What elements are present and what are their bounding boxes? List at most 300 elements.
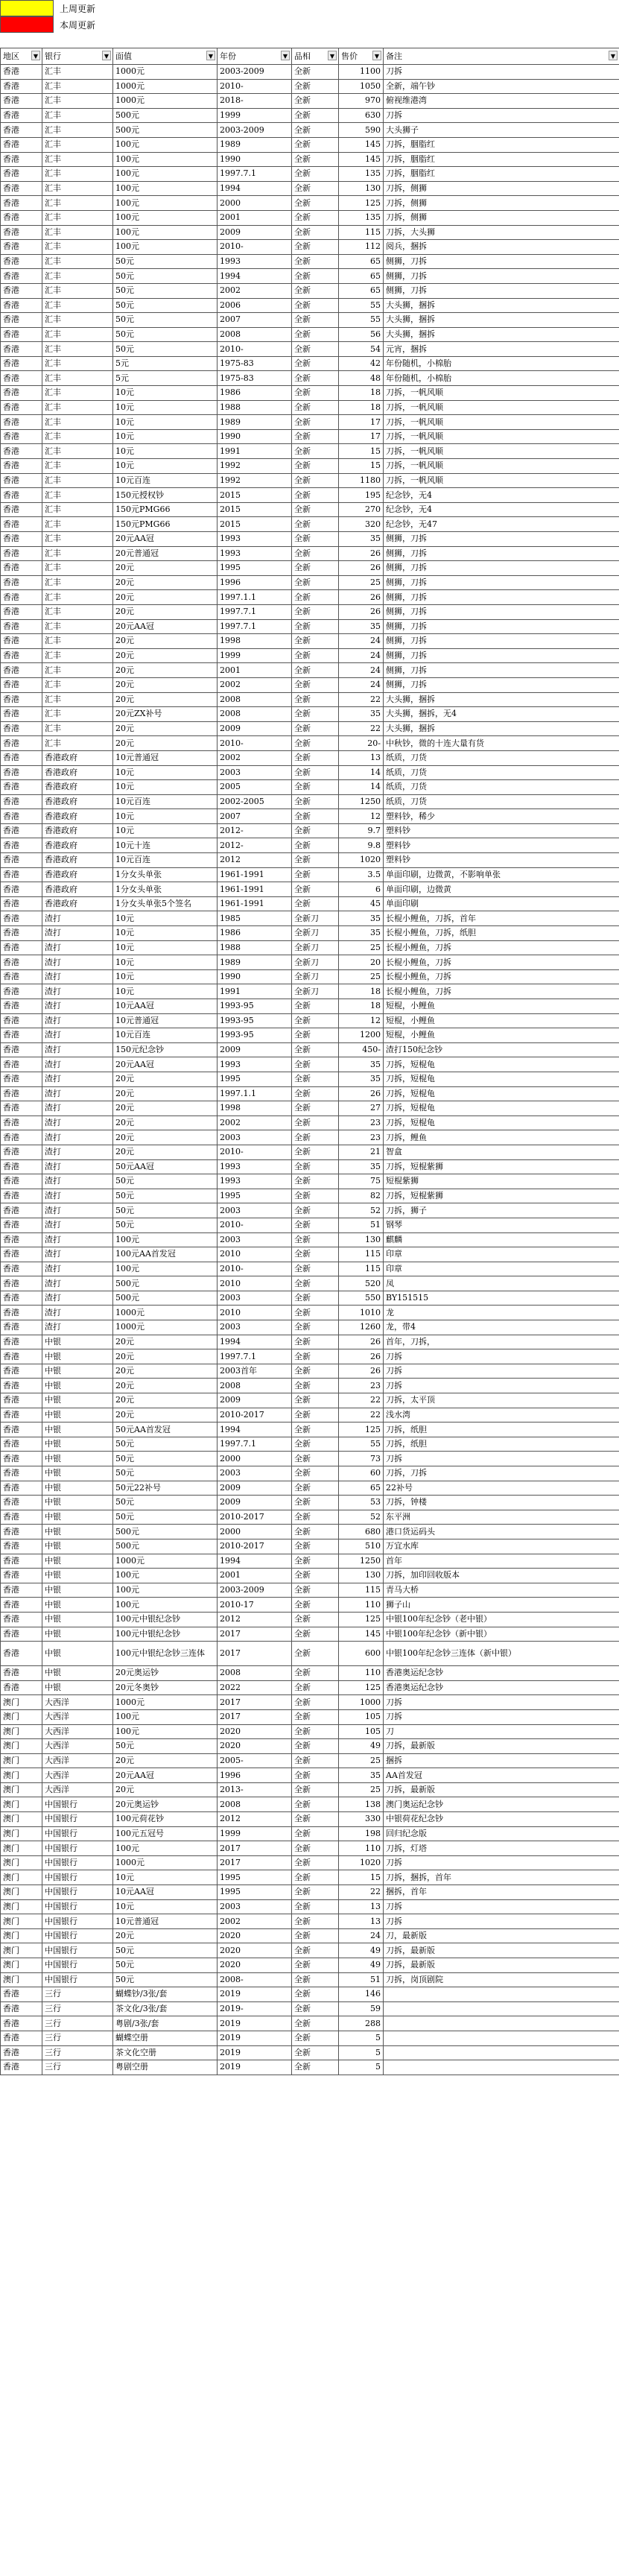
cell-notes[interactable]: 刀拆 <box>384 1349 619 1364</box>
cell-bank[interactable]: 大西洋 <box>42 1768 113 1783</box>
table-row[interactable] <box>1 1583 619 1598</box>
cell-bank[interactable]: 汇丰 <box>42 459 113 474</box>
cell-notes[interactable]: 回归纪念版 <box>384 1826 619 1841</box>
cell-bank[interactable]: 汇丰 <box>42 604 113 619</box>
cell-year[interactable]: 2019 <box>218 2016 292 2031</box>
cell-price[interactable]: 12 <box>339 1013 384 1028</box>
table-row[interactable] <box>1 1364 619 1379</box>
cell-condition[interactable]: 全新 <box>292 1958 339 1973</box>
cell-notes[interactable]: 大头狮，捆拆 <box>384 327 619 342</box>
cell-price[interactable]: 13 <box>339 1899 384 1914</box>
cell-condition[interactable]: 全新 <box>292 1174 339 1189</box>
cell-bank[interactable]: 渣打 <box>42 911 113 926</box>
cell-bank[interactable]: 香港政府 <box>42 750 113 765</box>
cell-notes[interactable]: 中银荷花纪念钞 <box>384 1812 619 1827</box>
cell-year[interactable]: 1995 <box>218 561 292 576</box>
cell-region[interactable]: 香港 <box>1 94 42 109</box>
cell-denomination[interactable]: 20元 <box>113 1072 218 1086</box>
table-row[interactable] <box>1 1943 619 1958</box>
cell-notes[interactable]: 侧狮，刀拆 <box>384 575 619 590</box>
cell-region[interactable]: 香港 <box>1 269 42 284</box>
cell-bank[interactable]: 中银 <box>42 1423 113 1437</box>
cell-notes[interactable]: 大头狮子 <box>384 123 619 138</box>
cell-year[interactable]: 1998 <box>218 634 292 649</box>
cell-price[interactable]: 26 <box>339 1335 384 1349</box>
cell-denomination[interactable]: 10元 <box>113 1870 218 1885</box>
cell-region[interactable]: 香港 <box>1 386 42 401</box>
cell-year[interactable]: 1996 <box>218 1768 292 1783</box>
table-row[interactable] <box>1 254 619 269</box>
table-row[interactable] <box>1 1072 619 1086</box>
cell-price[interactable]: 26 <box>339 546 384 561</box>
cell-denomination[interactable]: 10元 <box>113 969 218 984</box>
cell-bank[interactable]: 中银 <box>42 1335 113 1349</box>
cell-year[interactable]: 1991 <box>218 444 292 459</box>
cell-year[interactable]: 1975-83 <box>218 371 292 386</box>
cell-year[interactable]: 2003-2009 <box>218 1583 292 1598</box>
cell-notes[interactable]: AA首发冠 <box>384 1768 619 1783</box>
cell-condition[interactable]: 全新 <box>292 400 339 415</box>
cell-bank[interactable]: 渣打 <box>42 1247 113 1262</box>
cell-bank[interactable]: 汇丰 <box>42 546 113 561</box>
cell-bank[interactable]: 中银 <box>42 1666 113 1681</box>
cell-notes[interactable]: 元宵，捆拆 <box>384 342 619 357</box>
cell-year[interactable]: 2009 <box>218 1496 292 1510</box>
cell-price[interactable]: 20- <box>339 736 384 751</box>
cell-price[interactable]: 195 <box>339 488 384 503</box>
cell-region[interactable]: 香港 <box>1 488 42 503</box>
cell-denomination[interactable]: 10元 <box>113 444 218 459</box>
cell-denomination[interactable]: 10元AA冠 <box>113 1885 218 1900</box>
cell-price[interactable]: 288 <box>339 2016 384 2031</box>
cell-region[interactable]: 香港 <box>1 137 42 152</box>
cell-condition[interactable]: 全新 <box>292 809 339 824</box>
cell-condition[interactable]: 全新 <box>292 298 339 313</box>
cell-bank[interactable]: 汇丰 <box>42 254 113 269</box>
cell-notes[interactable]: 纸质，刀货 <box>384 765 619 780</box>
cell-year[interactable]: 1999 <box>218 1826 292 1841</box>
cell-condition[interactable]: 全新 <box>292 1086 339 1101</box>
cell-denomination[interactable]: 100元 <box>113 137 218 152</box>
table-row[interactable] <box>1 240 619 255</box>
cell-price[interactable]: 110 <box>339 1666 384 1681</box>
cell-price[interactable]: 115 <box>339 1247 384 1262</box>
cell-price[interactable]: 1260 <box>339 1320 384 1335</box>
cell-denomination[interactable]: 20元ZX补号 <box>113 707 218 722</box>
table-row[interactable] <box>1 1174 619 1189</box>
cell-price[interactable]: 45 <box>339 896 384 911</box>
cell-condition[interactable]: 全新 <box>292 1753 339 1768</box>
cell-condition[interactable]: 全新 <box>292 604 339 619</box>
table-row[interactable] <box>1 429 619 444</box>
cell-year[interactable]: 2012 <box>218 1812 292 1827</box>
cell-region[interactable]: 香港 <box>1 1189 42 1203</box>
cell-condition[interactable]: 全新 <box>292 1072 339 1086</box>
cell-price[interactable]: 65 <box>339 1481 384 1496</box>
cell-condition[interactable]: 全新 <box>292 1870 339 1885</box>
cell-condition[interactable]: 全新 <box>292 1642 339 1666</box>
cell-region[interactable]: 澳门 <box>1 1841 42 1856</box>
table-row[interactable] <box>1 1466 619 1481</box>
cell-price[interactable]: 5 <box>339 2060 384 2075</box>
cell-year[interactable]: 2010 <box>218 1306 292 1320</box>
cell-denomination[interactable]: 10元普通冠 <box>113 1013 218 1028</box>
cell-notes[interactable]: 大头狮，捆拆 <box>384 298 619 313</box>
cell-bank[interactable]: 香港政府 <box>42 809 113 824</box>
cell-price[interactable]: 1050 <box>339 79 384 94</box>
cell-denomination[interactable]: 100元 <box>113 1262 218 1276</box>
cell-year[interactable]: 1992 <box>218 473 292 488</box>
cell-condition[interactable]: 全新 <box>292 429 339 444</box>
cell-condition[interactable]: 全新 <box>292 123 339 138</box>
cell-bank[interactable]: 汇丰 <box>42 619 113 634</box>
cell-denomination[interactable]: 1000元 <box>113 1554 218 1569</box>
cell-condition[interactable]: 全新 <box>292 1379 339 1393</box>
table-row[interactable] <box>1 575 619 590</box>
cell-year[interactable]: 1993 <box>218 1057 292 1072</box>
cell-condition[interactable]: 全新 <box>292 1203 339 1218</box>
cell-condition[interactable]: 全新 <box>292 2016 339 2031</box>
table-row[interactable] <box>1 1569 619 1583</box>
cell-bank[interactable]: 渣打 <box>42 1057 113 1072</box>
cell-region[interactable]: 香港 <box>1 823 42 838</box>
cell-year[interactable]: 1986 <box>218 386 292 401</box>
cell-price[interactable]: 25 <box>339 969 384 984</box>
cell-denomination[interactable]: 20元 <box>113 575 218 590</box>
table-row[interactable] <box>1 809 619 824</box>
cell-condition[interactable]: 全新 <box>292 1364 339 1379</box>
cell-bank[interactable]: 中银 <box>42 1364 113 1379</box>
cell-denomination[interactable]: 1000元 <box>113 94 218 109</box>
cell-price[interactable]: 550 <box>339 1291 384 1306</box>
cell-notes[interactable]: 短棍，小鲤鱼 <box>384 1028 619 1043</box>
cell-condition[interactable]: 全新 <box>292 561 339 576</box>
cell-region[interactable]: 香港 <box>1 298 42 313</box>
cell-year[interactable]: 2020 <box>218 1943 292 1958</box>
cell-year[interactable]: 2007 <box>218 809 292 824</box>
cell-denomination[interactable]: 20元 <box>113 604 218 619</box>
cell-price[interactable]: 3.5 <box>339 867 384 882</box>
cell-bank[interactable]: 渣打 <box>42 926 113 941</box>
cell-denomination[interactable]: 500元 <box>113 1276 218 1291</box>
cell-bank[interactable]: 汇丰 <box>42 65 113 80</box>
cell-price[interactable]: 145 <box>339 137 384 152</box>
cell-year[interactable]: 2006 <box>218 298 292 313</box>
cell-denomination[interactable]: 100元 <box>113 1841 218 1856</box>
cell-denomination[interactable]: 10元百连 <box>113 473 218 488</box>
table-row[interactable] <box>1 721 619 736</box>
cell-region[interactable]: 香港 <box>1 663 42 678</box>
cell-year[interactable]: 1986 <box>218 926 292 941</box>
cell-year[interactable]: 2010-2017 <box>218 1510 292 1525</box>
cell-condition[interactable]: 全新 <box>292 254 339 269</box>
cell-notes[interactable]: 长棍小鲤鱼，刀拆 <box>384 955 619 970</box>
cell-condition[interactable]: 全新刀 <box>292 969 339 984</box>
cell-notes[interactable]: 刀拆，纸胆 <box>384 1437 619 1452</box>
cell-year[interactable]: 2017 <box>218 1695 292 1710</box>
cell-price[interactable]: 125 <box>339 196 384 211</box>
cell-notes[interactable]: 长棍小鲤鱼，刀拆 <box>384 969 619 984</box>
cell-denomination[interactable]: 50元 <box>113 298 218 313</box>
cell-year[interactable]: 2007 <box>218 313 292 328</box>
cell-denomination[interactable]: 茶文化空册 <box>113 2045 218 2060</box>
cell-notes[interactable]: 刀拆，刀拆 <box>384 1466 619 1481</box>
cell-year[interactable]: 2010- <box>218 79 292 94</box>
cell-year[interactable]: 2015 <box>218 488 292 503</box>
cell-year[interactable]: 2001 <box>218 1569 292 1583</box>
table-row[interactable] <box>1 1057 619 1072</box>
cell-price[interactable]: 135 <box>339 167 384 182</box>
cell-region[interactable]: 香港 <box>1 1539 42 1554</box>
cell-bank[interactable]: 渣打 <box>42 1276 113 1291</box>
cell-price[interactable]: 14 <box>339 765 384 780</box>
cell-notes[interactable]: 刀拆，胭脂红 <box>384 137 619 152</box>
cell-region[interactable]: 香港 <box>1 969 42 984</box>
cell-year[interactable]: 2003 <box>218 1203 292 1218</box>
cell-notes[interactable]: 刀拆，一帆风顺 <box>384 429 619 444</box>
cell-region[interactable]: 澳门 <box>1 1914 42 1929</box>
cell-year[interactable]: 2010-2017 <box>218 1539 292 1554</box>
cell-year[interactable]: 1994 <box>218 1554 292 1569</box>
cell-condition[interactable]: 全新 <box>292 1437 339 1452</box>
cell-notes[interactable]: 刀拆，加印回收版本 <box>384 1569 619 1583</box>
cell-condition[interactable]: 全新 <box>292 677 339 692</box>
cell-notes[interactable]: 中秋钞，微的十连大量有货 <box>384 736 619 751</box>
table-row[interactable] <box>1 1335 619 1349</box>
cell-notes[interactable]: 年份随机，小棉胎 <box>384 356 619 371</box>
cell-bank[interactable]: 汇丰 <box>42 663 113 678</box>
table-row[interactable] <box>1 1291 619 1306</box>
cell-bank[interactable]: 中银 <box>42 1525 113 1539</box>
cell-price[interactable]: 105 <box>339 1724 384 1739</box>
cell-denomination[interactable]: 50元 <box>113 1943 218 1958</box>
cell-condition[interactable]: 全新 <box>292 1335 339 1349</box>
cell-denomination[interactable]: 蝴蝶空册 <box>113 2031 218 2045</box>
cell-region[interactable]: 香港 <box>1 1320 42 1335</box>
cell-denomination[interactable]: 20元 <box>113 721 218 736</box>
cell-region[interactable]: 香港 <box>1 1057 42 1072</box>
cell-year[interactable]: 2005 <box>218 780 292 795</box>
table-row[interactable] <box>1 1013 619 1028</box>
cell-price[interactable]: 115 <box>339 1262 384 1276</box>
table-row[interactable] <box>1 1276 619 1291</box>
cell-region[interactable]: 澳门 <box>1 1695 42 1710</box>
cell-bank[interactable]: 渣打 <box>42 955 113 970</box>
cell-notes[interactable]: 刀拆，纸胆 <box>384 1423 619 1437</box>
cell-condition[interactable]: 全新 <box>292 838 339 853</box>
cell-notes[interactable]: 万宜水库 <box>384 1539 619 1554</box>
cell-notes[interactable]: 刀拆，短棍龟 <box>384 1086 619 1101</box>
cell-condition[interactable]: 全新 <box>292 1159 339 1174</box>
cell-bank[interactable]: 汇丰 <box>42 123 113 138</box>
cell-condition[interactable]: 全新 <box>292 1452 339 1466</box>
cell-region[interactable]: 香港 <box>1 123 42 138</box>
cell-bank[interactable]: 大西洋 <box>42 1739 113 1754</box>
cell-price[interactable]: 1250 <box>339 794 384 809</box>
cell-notes[interactable]: 刀拆，一帆风顺 <box>384 459 619 474</box>
cell-year[interactable]: 2002 <box>218 750 292 765</box>
cell-price[interactable]: 35 <box>339 911 384 926</box>
column-header-denomination[interactable] <box>113 48 218 65</box>
cell-denomination[interactable]: 50元 <box>113 1958 218 1973</box>
table-row[interactable] <box>1 167 619 182</box>
cell-condition[interactable]: 全新 <box>292 1899 339 1914</box>
cell-price[interactable]: 35 <box>339 1072 384 1086</box>
cell-price[interactable]: 73 <box>339 1452 384 1466</box>
cell-year[interactable]: 1992 <box>218 459 292 474</box>
cell-region[interactable]: 香港 <box>1 1159 42 1174</box>
cell-price[interactable]: 55 <box>339 1437 384 1452</box>
cell-denomination[interactable]: 20元 <box>113 736 218 751</box>
cell-condition[interactable]: 全新刀 <box>292 926 339 941</box>
table-row[interactable] <box>1 736 619 751</box>
cell-condition[interactable]: 全新 <box>292 999 339 1014</box>
cell-denomination[interactable]: 20元 <box>113 677 218 692</box>
cell-price[interactable]: 27 <box>339 1101 384 1116</box>
cell-notes[interactable]: 刀拆，胭脂红 <box>384 152 619 167</box>
cell-price[interactable]: 24 <box>339 677 384 692</box>
cell-region[interactable]: 香港 <box>1 181 42 196</box>
cell-notes[interactable]: 全新，端午钞 <box>384 79 619 94</box>
cell-year[interactable]: 1993 <box>218 254 292 269</box>
cell-condition[interactable]: 全新 <box>292 1218 339 1232</box>
table-row[interactable] <box>1 1680 619 1695</box>
cell-denomination[interactable]: 50元 <box>113 1739 218 1754</box>
cell-condition[interactable]: 全新 <box>292 1928 339 1943</box>
cell-region[interactable]: 香港 <box>1 1642 42 1666</box>
cell-condition[interactable]: 全新 <box>292 1627 339 1642</box>
table-row[interactable] <box>1 765 619 780</box>
cell-price[interactable]: 35 <box>339 1159 384 1174</box>
cell-year[interactable]: 2003首年 <box>218 1364 292 1379</box>
cell-condition[interactable]: 全新 <box>292 1666 339 1681</box>
cell-bank[interactable]: 汇丰 <box>42 94 113 109</box>
cell-bank[interactable]: 汇丰 <box>42 298 113 313</box>
cell-condition[interactable]: 全新 <box>292 1972 339 1987</box>
cell-denomination[interactable]: 50元AA冠 <box>113 1159 218 1174</box>
cell-region[interactable]: 澳门 <box>1 1928 42 1943</box>
cell-denomination[interactable]: 20元 <box>113 648 218 663</box>
cell-region[interactable]: 澳门 <box>1 1739 42 1754</box>
cell-region[interactable]: 香港 <box>1 532 42 547</box>
cell-notes[interactable]: 智盒 <box>384 1145 619 1159</box>
cell-bank[interactable]: 汇丰 <box>42 181 113 196</box>
cell-condition[interactable]: 全新 <box>292 1262 339 1276</box>
cell-notes[interactable]: 大头狮，捆拆，无4 <box>384 707 619 722</box>
cell-notes[interactable]: 刀拆，捆拆，首年 <box>384 1870 619 1885</box>
cell-denomination[interactable]: 20元 <box>113 561 218 576</box>
cell-denomination[interactable]: 10元百连 <box>113 1028 218 1043</box>
table-row[interactable] <box>1 1349 619 1364</box>
cell-bank[interactable]: 渣打 <box>42 940 113 955</box>
cell-year[interactable]: 2008- <box>218 1972 292 1987</box>
table-row[interactable] <box>1 2016 619 2031</box>
cell-denomination[interactable]: 1000元 <box>113 1695 218 1710</box>
cell-price[interactable]: 55 <box>339 313 384 328</box>
cell-denomination[interactable]: 50元 <box>113 342 218 357</box>
cell-notes[interactable] <box>384 1987 619 2002</box>
cell-condition[interactable]: 全新 <box>292 152 339 167</box>
cell-region[interactable]: 香港 <box>1 517 42 532</box>
cell-bank[interactable]: 汇丰 <box>42 415 113 430</box>
cell-price[interactable]: 49 <box>339 1958 384 1973</box>
cell-notes[interactable]: 纸质，刀货 <box>384 794 619 809</box>
cell-denomination[interactable]: 100元 <box>113 1709 218 1724</box>
cell-price[interactable]: 110 <box>339 1841 384 1856</box>
table-row[interactable] <box>1 386 619 401</box>
cell-bank[interactable]: 汇丰 <box>42 79 113 94</box>
cell-condition[interactable]: 全新 <box>292 1525 339 1539</box>
cell-notes[interactable]: 刀拆，短棍紫狮 <box>384 1159 619 1174</box>
cell-price[interactable]: 35 <box>339 707 384 722</box>
cell-price[interactable]: 1020 <box>339 1855 384 1870</box>
table-row[interactable] <box>1 1306 619 1320</box>
cell-notes[interactable]: 俯视维港湾 <box>384 94 619 109</box>
cell-bank[interactable]: 中银 <box>42 1539 113 1554</box>
cell-denomination[interactable]: 10元 <box>113 386 218 401</box>
cell-year[interactable]: 2002 <box>218 1115 292 1130</box>
cell-bank[interactable]: 大西洋 <box>42 1782 113 1797</box>
cell-notes[interactable]: 刀拆，狮子 <box>384 1203 619 1218</box>
cell-price[interactable]: 970 <box>339 94 384 109</box>
cell-year[interactable]: 2017 <box>218 1841 292 1856</box>
cell-bank[interactable]: 三行 <box>42 2001 113 2016</box>
cell-year[interactable]: 2003 <box>218 1130 292 1145</box>
cell-notes[interactable]: 刀拆，短棍龟 <box>384 1072 619 1086</box>
column-header-condition[interactable] <box>292 48 339 65</box>
cell-condition[interactable]: 全新 <box>292 313 339 328</box>
cell-year[interactable]: 2015 <box>218 517 292 532</box>
cell-region[interactable]: 香港 <box>1 2045 42 2060</box>
table-row[interactable] <box>1 634 619 649</box>
table-row[interactable] <box>1 283 619 298</box>
table-row[interactable] <box>1 692 619 707</box>
cell-notes[interactable]: 单面印刷 <box>384 896 619 911</box>
cell-bank[interactable]: 中银 <box>42 1452 113 1466</box>
cell-region[interactable]: 香港 <box>1 1232 42 1247</box>
cell-year[interactable]: 1995 <box>218 1885 292 1900</box>
cell-denomination[interactable]: 20元 <box>113 1364 218 1379</box>
cell-denomination[interactable]: 20元 <box>113 590 218 605</box>
cell-year[interactable]: 2020 <box>218 1739 292 1754</box>
cell-price[interactable]: 1250 <box>339 1554 384 1569</box>
cell-bank[interactable]: 中银 <box>42 1642 113 1666</box>
cell-region[interactable]: 香港 <box>1 1408 42 1423</box>
cell-condition[interactable]: 全新 <box>292 736 339 751</box>
cell-region[interactable]: 香港 <box>1 2016 42 2031</box>
table-row[interactable] <box>1 1452 619 1466</box>
cell-condition[interactable]: 全新 <box>292 79 339 94</box>
cell-condition[interactable]: 全新 <box>292 210 339 225</box>
cell-year[interactable]: 2017 <box>218 1642 292 1666</box>
cell-denomination[interactable]: 50元22补号 <box>113 1481 218 1496</box>
cell-region[interactable]: 香港 <box>1 1510 42 1525</box>
cell-region[interactable]: 香港 <box>1 1525 42 1539</box>
cell-notes[interactable]: 刀拆 <box>384 1709 619 1724</box>
cell-condition[interactable]: 全新 <box>292 137 339 152</box>
table-row[interactable] <box>1 1598 619 1613</box>
cell-condition[interactable]: 全新 <box>292 1539 339 1554</box>
cell-region[interactable]: 香港 <box>1 1130 42 1145</box>
table-row[interactable] <box>1 1101 619 1116</box>
cell-notes[interactable]: 浅水湾 <box>384 1408 619 1423</box>
cell-bank[interactable]: 中国银行 <box>42 1841 113 1856</box>
cell-region[interactable]: 澳门 <box>1 1812 42 1827</box>
cell-denomination[interactable]: 100元 <box>113 225 218 240</box>
cell-year[interactable]: 2019 <box>218 2045 292 2060</box>
cell-notes[interactable]: 侧狮，刀拆 <box>384 619 619 634</box>
cell-condition[interactable]: 全新 <box>292 1987 339 2002</box>
